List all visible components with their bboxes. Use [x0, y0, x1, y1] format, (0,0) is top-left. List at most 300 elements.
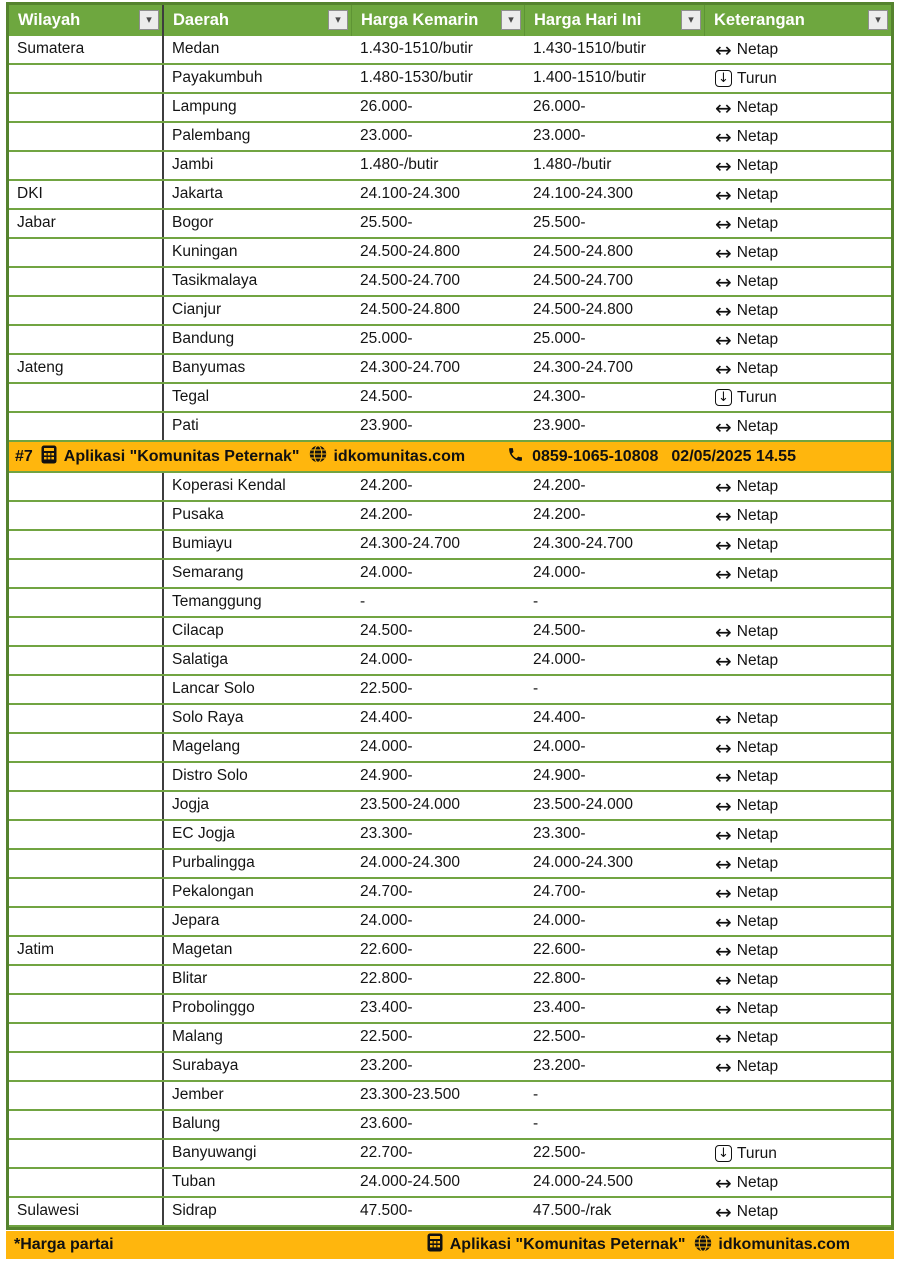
status-label: Netap: [736, 854, 779, 872]
table-row: [9, 1140, 891, 1169]
harga-hari-ini-cell: 24.500-24.700: [533, 272, 633, 289]
status-label: Netap: [736, 1057, 779, 1075]
harga-kemarin-cell: 23.500-24.000: [360, 796, 460, 813]
harga-kemarin-cell: 23.400-: [360, 999, 413, 1016]
daerah-cell: Jepara: [172, 912, 220, 929]
table-row: [9, 413, 891, 442]
wilayah-cell: Jatim: [9, 937, 164, 964]
wilayah-cell: DKI: [9, 181, 164, 208]
status-cell: [705, 1140, 891, 1167]
netap-arrow-icon: ↔: [715, 240, 732, 265]
banner-datetime: 02/05/2025 14.55: [671, 447, 796, 465]
column-header-label: Harga Kemarin: [361, 11, 479, 29]
table-row: [9, 879, 891, 908]
harga-kemarin-cell: 24.200-: [360, 506, 413, 523]
banner-website[interactable]: idkomunitas.com: [333, 447, 466, 465]
daerah-cell: Blitar: [172, 970, 208, 987]
footer-website[interactable]: idkomunitas.com: [718, 1236, 850, 1253]
harga-hari-ini-cell: 24.500-24.800: [533, 243, 633, 260]
netap-arrow-icon: ↔: [715, 532, 732, 557]
status-label: Netap: [736, 709, 779, 727]
status-label: Netap: [736, 243, 779, 261]
table-row: [9, 763, 891, 792]
harga-kemarin-cell: 23.600-: [360, 1115, 413, 1132]
table-row: [9, 1082, 891, 1111]
harga-kemarin-cell: 24.700-: [360, 883, 413, 900]
column-header-harga-hari-ini: [525, 5, 705, 36]
status-cell: [705, 268, 891, 295]
harga-hari-ini-cell: 23.900-: [533, 417, 586, 434]
wilayah-cell: [9, 647, 164, 674]
netap-arrow-icon: ↔: [715, 851, 732, 876]
banner-app-label: Aplikasi "Komunitas Peternak": [63, 447, 300, 465]
status-cell: [705, 647, 891, 674]
harga-kemarin-cell: 23.300-23.500: [360, 1086, 460, 1103]
daerah-cell: Banyumas: [172, 359, 246, 376]
table-row: [9, 821, 891, 850]
harga-hari-ini-cell: 24.300-24.700: [533, 535, 633, 552]
status-cell: [705, 413, 891, 440]
netap-arrow-icon: ↔: [715, 909, 732, 934]
filter-dropdown-button[interactable]: ▾: [139, 10, 159, 30]
harga-kemarin-cell: 24.200-: [360, 477, 413, 494]
daerah-cell: Sidrap: [172, 1202, 217, 1219]
status-label: Netap: [736, 622, 779, 640]
wilayah-cell: [9, 792, 164, 819]
table-row: [9, 239, 891, 268]
wilayah-cell: Jabar: [9, 210, 164, 237]
column-header-daerah: [164, 5, 352, 36]
harga-hari-ini-cell: 24.000-24.500: [533, 1173, 633, 1190]
harga-kemarin-cell: 23.900-: [360, 417, 413, 434]
daerah-cell: Magetan: [172, 941, 233, 958]
footer-note: *Harga partai: [14, 1236, 114, 1253]
status-cell: [705, 152, 891, 179]
wilayah-cell: [9, 908, 164, 935]
netap-arrow-icon: ↔: [715, 269, 732, 294]
netap-arrow-icon: ↔: [715, 298, 732, 323]
status-label: Netap: [736, 970, 779, 988]
table-row: [9, 473, 891, 502]
filter-dropdown-button[interactable]: ▾: [328, 10, 348, 30]
status-cell: [705, 94, 891, 121]
harga-hari-ini-cell: 24.000-: [533, 564, 586, 581]
daerah-cell: Jakarta: [172, 185, 223, 202]
table-row: [9, 1198, 891, 1227]
harga-hari-ini-cell: -: [533, 593, 539, 610]
harga-kemarin-cell: 1.480-1530/butir: [360, 69, 473, 86]
status-cell: [705, 123, 891, 150]
harga-hari-ini-cell: 24.000-: [533, 912, 586, 929]
status-label: Netap: [736, 330, 779, 348]
wilayah-cell: [9, 531, 164, 558]
daerah-cell: Tegal: [172, 388, 210, 405]
status-label: Netap: [736, 301, 779, 319]
harga-kemarin-cell: 22.600-: [360, 941, 413, 958]
status-cell: [705, 850, 891, 877]
daerah-cell: Pusaka: [172, 506, 224, 523]
netap-arrow-icon: ↔: [715, 356, 732, 381]
daerah-cell: Lancar Solo: [172, 680, 255, 697]
phone-icon: [507, 446, 524, 468]
harga-hari-ini-cell: 1.430-1510/butir: [533, 40, 646, 57]
daerah-cell: Cilacap: [172, 622, 224, 639]
status-cell: [705, 879, 891, 906]
table-row: [9, 647, 891, 676]
status-label: Netap: [736, 1028, 779, 1046]
netap-arrow-icon: ↔: [715, 1054, 732, 1079]
harga-kemarin-cell: 47.500-: [360, 1202, 413, 1219]
wilayah-cell: [9, 502, 164, 529]
status-label: Netap: [736, 651, 779, 669]
status-cell: [705, 1053, 891, 1080]
status-cell: [705, 65, 891, 92]
table-row: [9, 268, 891, 297]
daerah-cell: Surabaya: [172, 1057, 239, 1074]
netap-arrow-icon: ↔: [715, 619, 732, 644]
table-row: [9, 850, 891, 879]
status-cell: [705, 297, 891, 324]
wilayah-cell: [9, 326, 164, 353]
wilayah-cell: [9, 152, 164, 179]
table-row: [9, 384, 891, 413]
wilayah-cell: [9, 1169, 164, 1196]
wilayah-cell: [9, 705, 164, 732]
status-label: Netap: [736, 506, 779, 524]
table-row: [9, 326, 891, 355]
column-header-keterangan: [705, 5, 891, 36]
wilayah-cell: [9, 1024, 164, 1051]
netap-arrow-icon: ↔: [715, 327, 732, 352]
status-cell: [705, 995, 891, 1022]
harga-hari-ini-cell: 24.500-: [533, 622, 586, 639]
status-cell: [705, 618, 891, 645]
status-cell: [705, 36, 891, 63]
filter-dropdown-button[interactable]: ▾: [868, 10, 888, 30]
wilayah-cell: [9, 65, 164, 92]
netap-arrow-icon: ↔: [715, 474, 732, 499]
banner-phone-number: 0859-1065-10808: [532, 447, 659, 465]
harga-hari-ini-cell: 1.480-/butir: [533, 156, 612, 173]
daerah-cell: Tuban: [172, 1173, 216, 1190]
status-cell: [705, 937, 891, 964]
wilayah-cell: Jateng: [9, 355, 164, 382]
footer-bar: [6, 1231, 894, 1259]
daerah-cell: Jambi: [172, 156, 214, 173]
netap-arrow-icon: ↔: [715, 1170, 732, 1195]
harga-kemarin-cell: 24.400-: [360, 709, 413, 726]
daerah-cell: Tasikmalaya: [172, 272, 258, 289]
netap-arrow-icon: ↔: [715, 561, 732, 586]
harga-kemarin-cell: 24.500-: [360, 622, 413, 639]
wilayah-cell: [9, 995, 164, 1022]
column-header-label: Keterangan: [714, 11, 805, 29]
harga-kemarin-cell: 24.000-: [360, 738, 413, 755]
wilayah-cell: [9, 413, 164, 440]
status-label: Netap: [736, 738, 779, 756]
table-row: [9, 705, 891, 734]
daerah-cell: Solo Raya: [172, 709, 244, 726]
netap-arrow-icon: ↔: [715, 1025, 732, 1050]
harga-kemarin-cell: 22.500-: [360, 680, 413, 697]
daerah-cell: Probolinggo: [172, 999, 255, 1016]
status-cell: [705, 355, 891, 382]
harga-kemarin-cell: 26.000-: [360, 98, 413, 115]
wilayah-cell: Sumatera: [9, 36, 164, 63]
daerah-cell: Pekalongan: [172, 883, 254, 900]
daerah-cell: Bandung: [172, 330, 235, 347]
harga-hari-ini-cell: 23.400-: [533, 999, 586, 1016]
harga-kemarin-cell: 23.300-: [360, 825, 413, 842]
table-row: [9, 355, 891, 384]
harga-hari-ini-cell: 23.500-24.000: [533, 796, 633, 813]
status-cell: [705, 734, 891, 761]
harga-kemarin-cell: 24.500-: [360, 388, 413, 405]
status-label: Netap: [736, 999, 779, 1017]
filter-dropdown-button[interactable]: ▾: [501, 10, 521, 30]
daerah-cell: Koperasi Kendal: [172, 477, 286, 494]
status-label: Netap: [736, 941, 779, 959]
harga-kemarin-cell: 24.000-24.500: [360, 1173, 460, 1190]
harga-kemarin-cell: 22.800-: [360, 970, 413, 987]
status-cell: [705, 821, 891, 848]
daerah-cell: Temanggung: [172, 593, 262, 610]
daerah-cell: Banyuwangi: [172, 1144, 257, 1161]
harga-hari-ini-cell: 23.000-: [533, 127, 586, 144]
netap-arrow-icon: ↔: [715, 1199, 732, 1224]
column-header-wilayah: [9, 5, 164, 36]
netap-arrow-icon: ↔: [715, 37, 732, 62]
harga-hari-ini-cell: 22.800-: [533, 970, 586, 987]
harga-kemarin-cell: 22.700-: [360, 1144, 413, 1161]
harga-kemarin-cell: 23.000-: [360, 127, 413, 144]
wilayah-cell: [9, 1111, 164, 1138]
table-row: [9, 181, 891, 210]
turun-arrow-icon: ↓: [715, 389, 732, 406]
wilayah-cell: [9, 1082, 164, 1109]
status-label: Turun: [737, 1144, 777, 1162]
wilayah-cell: [9, 123, 164, 150]
netap-arrow-icon: ↔: [715, 182, 732, 207]
table-body-bottom: [9, 473, 891, 1227]
daerah-cell: Kuningan: [172, 243, 238, 260]
daerah-cell: Purbalingga: [172, 854, 255, 871]
status-label: Netap: [736, 1202, 779, 1220]
wilayah-cell: [9, 879, 164, 906]
netap-arrow-icon: ↔: [715, 503, 732, 528]
table-row: [9, 65, 891, 94]
harga-kemarin-cell: 24.100-24.300: [360, 185, 460, 202]
filter-dropdown-button[interactable]: ▾: [681, 10, 701, 30]
harga-hari-ini-cell: 24.000-24.300: [533, 854, 633, 871]
table-row: [9, 531, 891, 560]
daerah-cell: Cianjur: [172, 301, 222, 318]
daerah-cell: Palembang: [172, 127, 251, 144]
wilayah-cell: [9, 763, 164, 790]
daerah-cell: Jogja: [172, 796, 210, 813]
wilayah-cell: [9, 589, 164, 616]
harga-hari-ini-cell: 25.500-: [533, 214, 586, 231]
status-label: Netap: [736, 883, 779, 901]
status-cell: [705, 1169, 891, 1196]
wilayah-cell: [9, 821, 164, 848]
harga-hari-ini-cell: 24.400-: [533, 709, 586, 726]
status-label: Netap: [736, 912, 779, 930]
table-row: [9, 618, 891, 647]
turun-arrow-icon: ↓: [715, 1145, 732, 1162]
harga-kemarin-cell: 24.000-: [360, 912, 413, 929]
daerah-cell: Bogor: [172, 214, 214, 231]
status-cell: [705, 1198, 891, 1225]
harga-kemarin-cell: 24.000-24.300: [360, 854, 460, 871]
harga-kemarin-cell: 24.000-: [360, 651, 413, 668]
status-label: Netap: [736, 535, 779, 553]
status-cell: [705, 676, 891, 703]
daerah-cell: Salatiga: [172, 651, 229, 668]
netap-arrow-icon: ↔: [715, 706, 732, 731]
table-body-top: [9, 36, 891, 442]
harga-kemarin-cell: 1.480-/butir: [360, 156, 439, 173]
globe-icon: [309, 445, 327, 468]
table-header-row: [9, 5, 891, 36]
netap-arrow-icon: ↔: [715, 648, 732, 673]
harga-kemarin-cell: 24.300-24.700: [360, 359, 460, 376]
harga-hari-ini-cell: 25.000-: [533, 330, 586, 347]
harga-hari-ini-cell: 1.400-1510/butir: [533, 69, 646, 86]
status-cell: [705, 239, 891, 266]
table-row: [9, 589, 891, 618]
daerah-cell: Balung: [172, 1115, 221, 1132]
status-cell: [705, 473, 891, 500]
harga-hari-ini-cell: -: [533, 1086, 539, 1103]
harga-kemarin-cell: 25.500-: [360, 214, 413, 231]
status-label: Netap: [736, 98, 779, 116]
wilayah-cell: Sulawesi: [9, 1198, 164, 1225]
banner-rank: #7: [15, 447, 33, 465]
wilayah-cell: [9, 384, 164, 411]
status-cell: [705, 531, 891, 558]
status-label: Netap: [736, 127, 779, 145]
calculator-app-icon: [427, 1233, 443, 1257]
harga-hari-ini-cell: 24.200-: [533, 506, 586, 523]
status-cell: [705, 1024, 891, 1051]
column-header-label: Harga Hari Ini: [534, 11, 642, 29]
harga-hari-ini-cell: 23.300-: [533, 825, 586, 842]
table-row: [9, 734, 891, 763]
turun-arrow-icon: ↓: [715, 70, 732, 87]
harga-kemarin-cell: -: [360, 593, 366, 610]
netap-arrow-icon: ↔: [715, 211, 732, 236]
table-row: [9, 123, 891, 152]
harga-hari-ini-cell: 22.500-: [533, 1028, 586, 1045]
status-label: Netap: [736, 156, 779, 174]
table-row: [9, 676, 891, 705]
harga-hari-ini-cell: 23.200-: [533, 1057, 586, 1074]
harga-hari-ini-cell: -: [533, 1115, 539, 1132]
harga-hari-ini-cell: -: [533, 680, 539, 697]
netap-arrow-icon: ↔: [715, 793, 732, 818]
table-row: [9, 937, 891, 966]
status-cell: [705, 560, 891, 587]
table-row: [9, 36, 891, 65]
status-cell: [705, 966, 891, 993]
wilayah-cell: [9, 473, 164, 500]
harga-kemarin-cell: 1.430-1510/butir: [360, 40, 473, 57]
harga-hari-ini-cell: 26.000-: [533, 98, 586, 115]
status-cell: [705, 326, 891, 353]
wilayah-cell: [9, 239, 164, 266]
wilayah-cell: [9, 618, 164, 645]
harga-hari-ini-cell: 24.500-24.800: [533, 301, 633, 318]
harga-hari-ini-cell: 24.900-: [533, 767, 586, 784]
wilayah-cell: [9, 966, 164, 993]
promo-banner: [9, 442, 891, 473]
harga-hari-ini-cell: 47.500-/rak: [533, 1202, 612, 1219]
wilayah-cell: [9, 1140, 164, 1167]
daerah-cell: Jember: [172, 1086, 224, 1103]
harga-hari-ini-cell: 24.700-: [533, 883, 586, 900]
netap-arrow-icon: ↔: [715, 153, 732, 178]
wilayah-cell: [9, 1053, 164, 1080]
status-cell: [705, 792, 891, 819]
status-label: Turun: [737, 388, 777, 406]
harga-hari-ini-cell: 24.000-: [533, 738, 586, 755]
harga-hari-ini-cell: 24.000-: [533, 651, 586, 668]
netap-arrow-icon: ↔: [715, 95, 732, 120]
harga-kemarin-cell: 24.500-24.800: [360, 301, 460, 318]
netap-arrow-icon: ↔: [715, 414, 732, 439]
wilayah-cell: [9, 94, 164, 121]
harga-kemarin-cell: 23.200-: [360, 1057, 413, 1074]
table-row: [9, 502, 891, 531]
status-label: Netap: [736, 185, 779, 203]
footer-app-label: Aplikasi "Komunitas Peternak": [449, 1236, 686, 1253]
price-table: [6, 2, 894, 1230]
status-label: Netap: [736, 477, 779, 495]
table-row: [9, 1169, 891, 1198]
daerah-cell: Medan: [172, 40, 220, 57]
table-row: [9, 210, 891, 239]
harga-kemarin-cell: 22.500-: [360, 1028, 413, 1045]
netap-arrow-icon: ↔: [715, 822, 732, 847]
status-label: Netap: [736, 825, 779, 843]
status-cell: [705, 181, 891, 208]
table-row: [9, 297, 891, 326]
wilayah-cell: [9, 734, 164, 761]
harga-hari-ini-cell: 22.500-: [533, 1144, 586, 1161]
harga-kemarin-cell: 24.300-24.700: [360, 535, 460, 552]
table-row: [9, 908, 891, 937]
status-cell: [705, 502, 891, 529]
table-row: [9, 792, 891, 821]
table-row: [9, 1111, 891, 1140]
table-row: [9, 966, 891, 995]
status-label: Netap: [736, 767, 779, 785]
table-row: [9, 152, 891, 181]
status-label: Netap: [736, 564, 779, 582]
wilayah-cell: [9, 560, 164, 587]
status-label: Netap: [736, 214, 779, 232]
netap-arrow-icon: ↔: [715, 880, 732, 905]
harga-hari-ini-cell: 24.100-24.300: [533, 185, 633, 202]
table-row: [9, 560, 891, 589]
daerah-cell: Malang: [172, 1028, 223, 1045]
status-label: Turun: [737, 69, 777, 87]
daerah-cell: Bumiayu: [172, 535, 233, 552]
column-header-label: Daerah: [173, 11, 229, 29]
status-cell: [705, 210, 891, 237]
daerah-cell: Payakumbuh: [172, 69, 263, 86]
